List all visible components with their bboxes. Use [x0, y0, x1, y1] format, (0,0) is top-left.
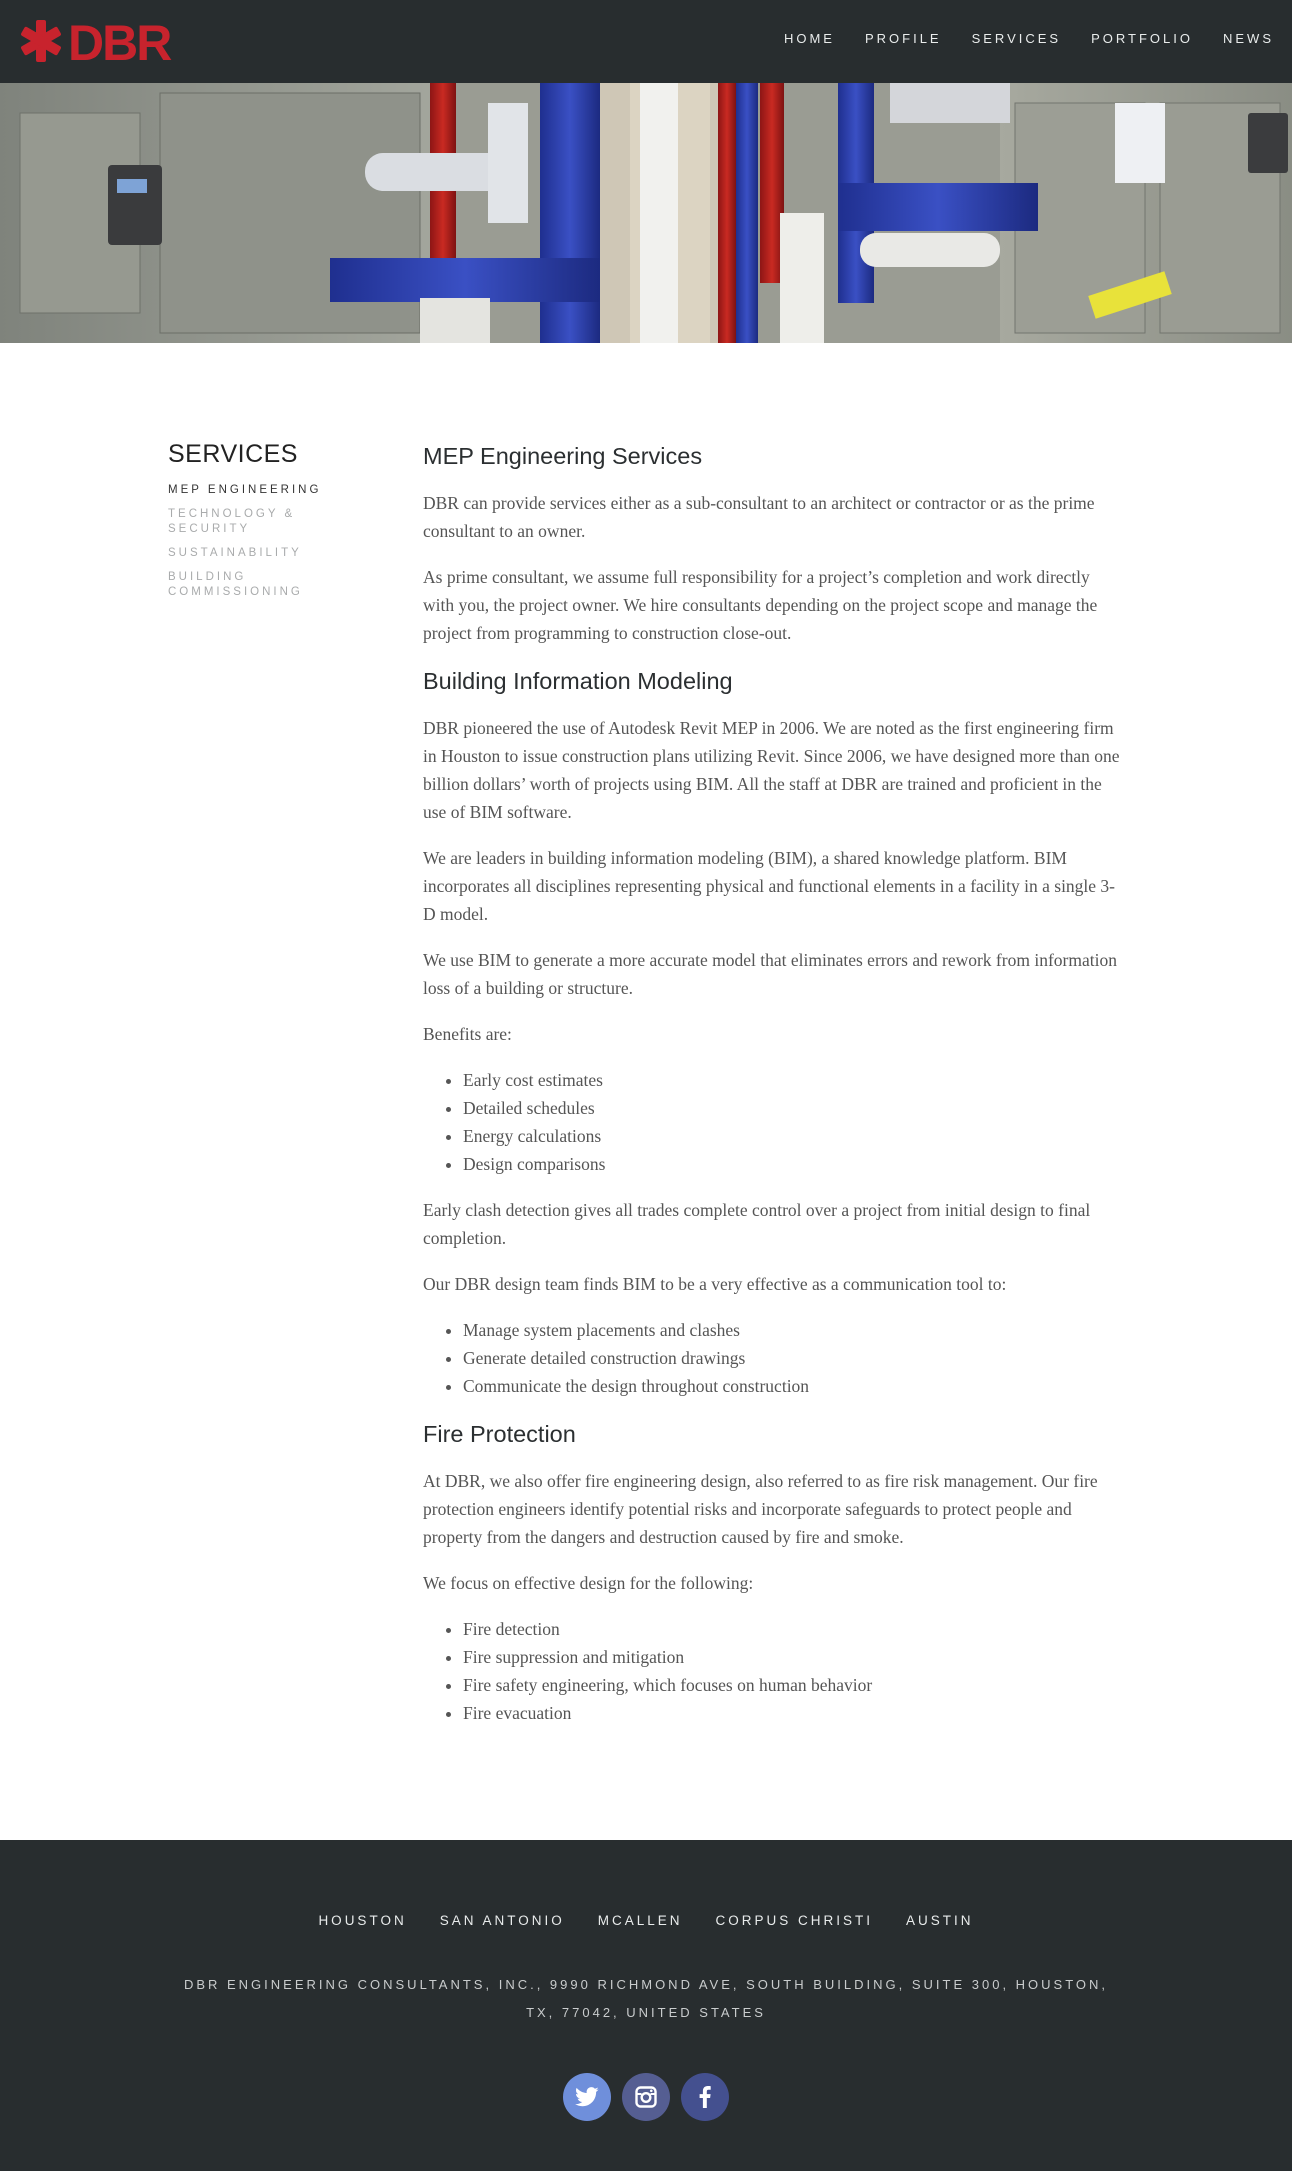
instagram-icon: [635, 2086, 657, 2108]
nav-profile[interactable]: PROFILE: [864, 31, 942, 46]
main-content: [423, 440, 1123, 1745]
list-item: • Fire evacuation: [463, 1699, 1123, 1727]
nav-portfolio[interactable]: PORTFOLIO: [1091, 31, 1193, 46]
office-link-mcallen[interactable]: MCALLEN: [597, 1913, 683, 1928]
sidebar-item-building-commissioning[interactable]: BUILDING COMMISSIONING: [168, 571, 303, 598]
benefits-list: [463, 1066, 1123, 1178]
sidebar-item-sustainability[interactable]: SUSTAINABILITY: [168, 547, 302, 559]
paragraph: We are leaders in building information modeling (BIM), a shared knowledge platform. BIM incorporates all disciplines representing physical and functional elements in a facility in a single 3-D model.: [423, 848, 1116, 924]
paragraph: DBR can provide services either as a sub-consultant to an architect or contractor or as the prime consultant to an owner.: [423, 493, 1095, 541]
paragraph: Our DBR design team finds BIM to be a very effective as a communication tool to:: [423, 1274, 1007, 1294]
office-nav: [0, 1913, 1292, 1928]
office-link-corpus-christi[interactable]: CORPUS CHRISTI: [715, 1913, 874, 1928]
paragraph: At DBR, we also offer fire engineering design, also referred to as fire risk management. Our fire protection engineers identify potential risks and incorporate safeguards to protect people and property from the dangers and destruction caused by fire and smoke.: [423, 1471, 1098, 1547]
sidebar-item-technology-security[interactable]: TECHNOLOGY & SECURITY: [168, 508, 296, 535]
list-item: • Fire detection: [463, 1615, 1123, 1643]
sidebar-item-mep-engineering[interactable]: MEP ENGINEERING: [168, 484, 322, 496]
paragraph: Benefits are:: [423, 1024, 512, 1044]
paragraph: DBR pioneered the use of Autodesk Revit MEP in 2006. We are noted as the first engineering firm in Houston to issue construction plans utilizing Revit. Since 2006, we have designed more than one billion dollars’ worth of projects using BIM. All the staff at DBR are trained and proficient in the use of BIM software.: [423, 718, 1120, 822]
company-address: DBR ENGINEERING CONSULTANTS, INC., 9990 RICHMOND AVE, SOUTH BUILDING, SUITE 300, HOUSTON, TX, 77042, UNITED STATES: [183, 1977, 1109, 2020]
paragraph: We focus on effective design for the following:: [423, 1573, 754, 1593]
list-item: • Communicate the design throughout construction: [463, 1372, 1123, 1400]
svg-text:DBR: DBR: [68, 18, 171, 64]
fire-list: [463, 1615, 1123, 1727]
fire-protection-heading: Fire Protection: [423, 1421, 576, 1447]
mep-heading: MEP Engineering Services: [423, 443, 703, 469]
facebook-icon: [699, 2086, 711, 2108]
list-item: • Manage system placements and clashes: [463, 1316, 1123, 1344]
nav-services[interactable]: SERVICES: [971, 31, 1062, 46]
paragraph: As prime consultant, we assume full responsibility for a project’s completion and work directly with you, the project owner. We hire consultants depending on the project scope and manage the project from programming to construction close-out.: [423, 567, 1098, 643]
office-link-austin[interactable]: AUSTIN: [906, 1913, 974, 1928]
list-item: • Early cost estimates: [463, 1066, 1123, 1094]
list-item: • Design comparisons: [463, 1150, 1123, 1178]
paragraph: Early clash detection gives all trades complete control over a project from initial design to final completion.: [423, 1200, 1091, 1248]
list-item: • Detailed schedules: [463, 1094, 1123, 1122]
list-item: • Fire safety engineering, which focuses on human behavior: [463, 1671, 1123, 1699]
nav-news[interactable]: NEWS: [1223, 31, 1274, 46]
instagram-button[interactable]: [622, 2073, 670, 2121]
facebook-button[interactable]: [681, 2073, 729, 2121]
sidebar-title: SERVICES: [168, 440, 298, 468]
sidebar-nav: [168, 483, 338, 609]
paragraph: We use BIM to generate a more accurate model that eliminates errors and rework from information loss of a building or structure.: [423, 950, 1117, 998]
office-link-san-antonio[interactable]: SAN ANTONIO: [439, 1913, 565, 1928]
site-footer: [0, 1840, 1292, 2171]
nav-home[interactable]: HOME: [783, 31, 835, 46]
list-item: • Energy calculations: [463, 1122, 1123, 1150]
list-item: • Fire suppression and mitigation: [463, 1643, 1123, 1671]
communication-list: [463, 1316, 1123, 1400]
bim-heading: Building Information Modeling: [423, 668, 733, 694]
hero-banner-image: [0, 83, 1292, 343]
star-of-life-icon: [20, 20, 61, 62]
dbr-logo[interactable]: [18, 18, 193, 64]
list-item: • Generate detailed construction drawings: [463, 1344, 1123, 1372]
twitter-icon: [575, 2087, 599, 2107]
office-link-houston[interactable]: HOUSTON: [318, 1913, 407, 1928]
social-links: [0, 2073, 1292, 2121]
main-nav: [784, 31, 1274, 46]
site-header: [0, 0, 1292, 83]
twitter-button[interactable]: [563, 2073, 611, 2121]
